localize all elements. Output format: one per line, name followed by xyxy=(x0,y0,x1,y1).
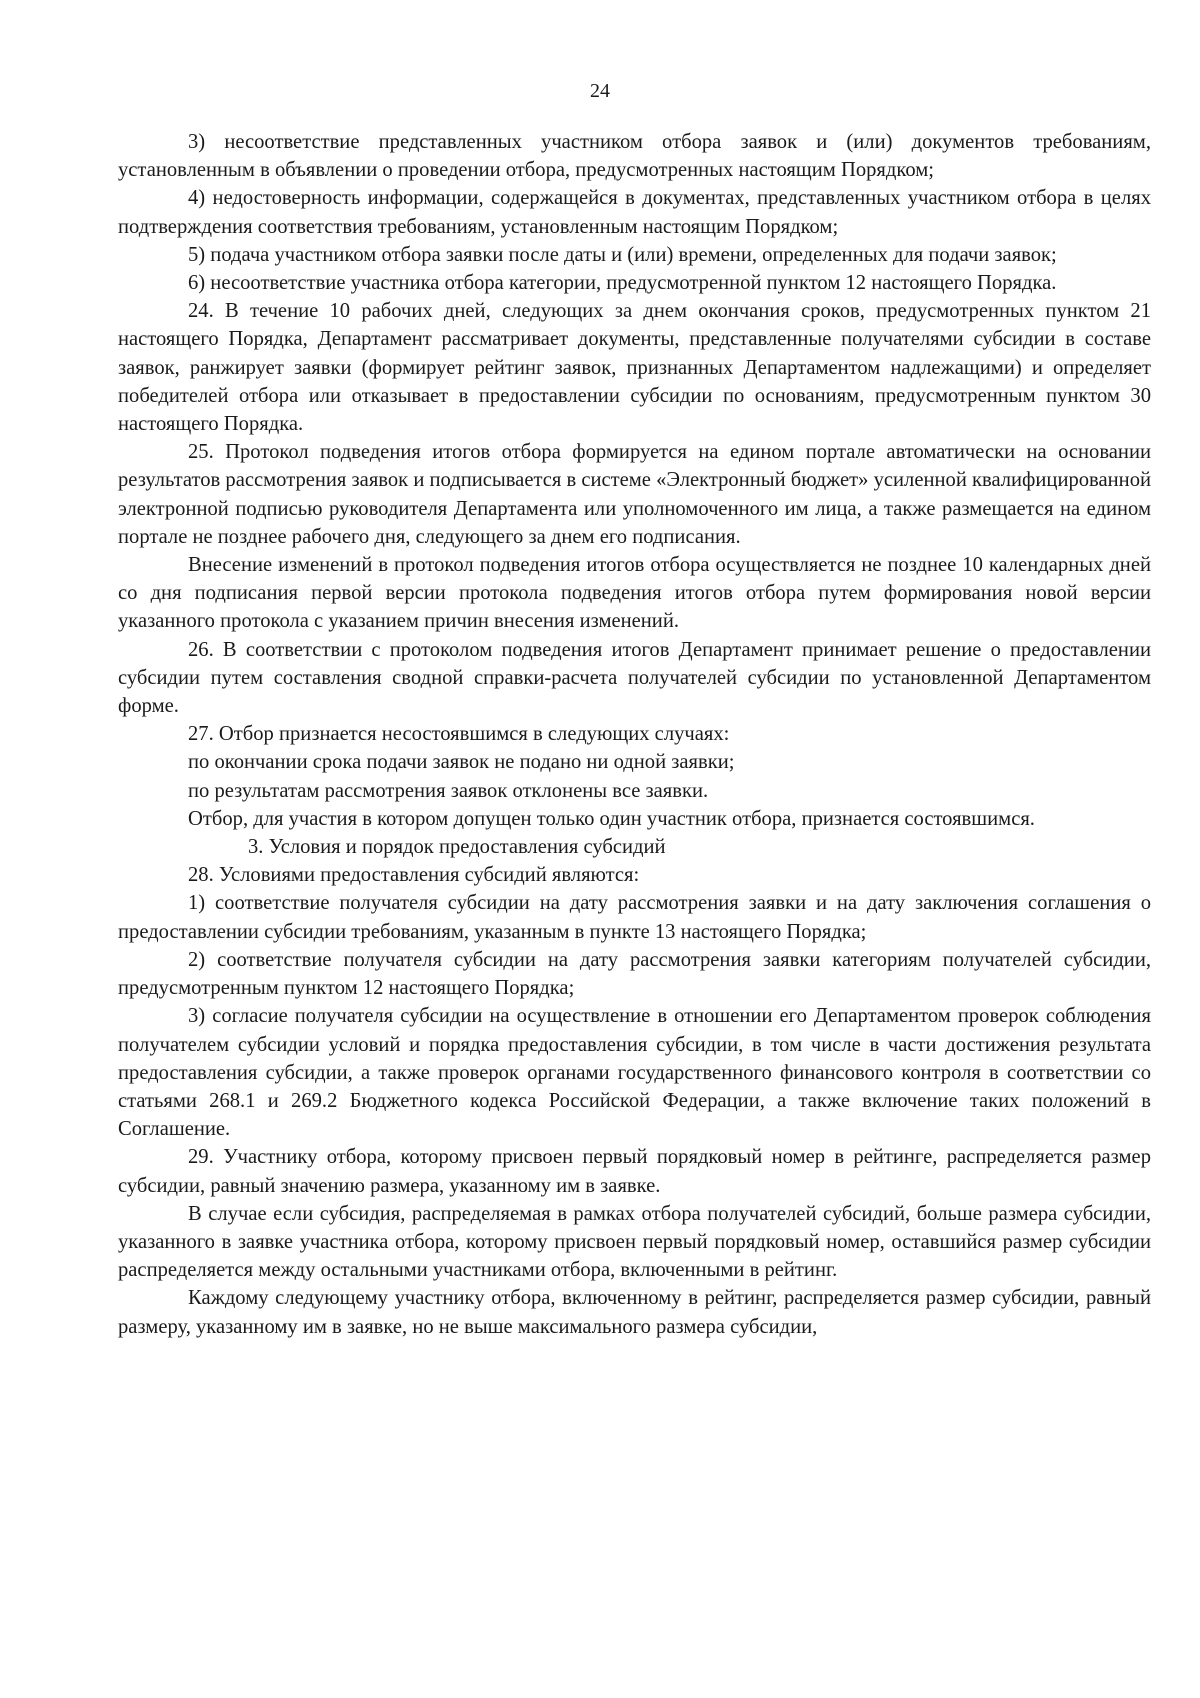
paragraph-clause-24: 24. В течение 10 рабочих дней, следующих за днем окончания сроков, предусмотренных пунктом 21 настоящего Порядка, Департамент рассматривает документы, представленные получателями субсидии в составе заявок, ранжирует заявки (формирует рейтинг заявок, признанных Департаментом надлежащими) и определяет победителей отбора или отказывает в предоставлении субсидии по основаниям, предусмотренным пунктом 30 настоящего Порядка. xyxy=(118,300,1151,436)
paragraph-clause-25: 25. Протокол подведения итогов отбора формируется на едином портале автоматически на основании результатов рассмотрения заявок и подписывается в системе «Электронный бюджет» усиленной квалифицированной электронной подписью руководителя Департамента или уполномоченного им лица, а также размещается на едином портале не позднее рабочего дня, следующего за днем его подписания. xyxy=(118,441,1152,548)
paragraph-item-4-unreliability: 4) недостоверность информации, содержащейся в документах, представленных участником отбора в целях подтверждения соответствия требованиям, установленным настоящим Порядком; xyxy=(118,187,1151,238)
paragraph-clause-27: 27. Отбор признается несостоявшимся в следующих случаях: xyxy=(188,723,730,746)
paragraph-protocol-changes: Внесение изменений в протокол подведения итогов отбора осуществляется не позднее 10 календарных дней со дня подписания первой версии протокола подведения итогов отбора путем формирования новой версии указанного протокола с указанием причин внесения изменений. xyxy=(118,554,1151,633)
paragraph-clause-26: 26. В соответствии с протоколом подведения итогов Департамент принимает решение о предоставлении субсидии путем составления сводной справки-расчета получателей субсидии по установленной Департаментом форме. xyxy=(118,638,1151,718)
paragraph-single-participant: Отбор, для участия в котором допущен только один участник отбора, признается состоявшимся. xyxy=(188,807,1035,830)
paragraph-clause-28: 28. Условиями предоставления субсидий являются: xyxy=(188,864,640,887)
document-body xyxy=(118,128,1151,1341)
paragraph-case-all-rejected: по результатам рассмотрения заявок отклонены все заявки. xyxy=(188,779,709,802)
paragraph-next-participant: Каждому следующему участнику отбора, включенному в рейтинг, распределяется размер субсидии, равный размеру, указанному им в заявке, но не выше максимального размера субсидии, xyxy=(118,1287,1151,1338)
page-number: 24 xyxy=(590,80,610,102)
paragraph-remaining-subsidy: В случае если субсидия, распределяемая в рамках отбора получателей субсидий, больше размера субсидии, указанного в заявке участника отбора, которому присвоен первый порядковый номер, оставшийся размер субсидии распределяется между остальными участниками отбора, включенными в рейтинг. xyxy=(118,1202,1151,1282)
paragraph-item-3-nonconformity: 3) несоответствие представленных участником отбора заявок и (или) документов требованиям, установленным в объявлении о проведении отбора, предусмотренных настоящим Порядком; xyxy=(118,131,1151,182)
section-title: 3. Условия и порядок предоставления субсидий xyxy=(248,836,666,859)
paragraph-condition-3: 3) согласие получателя субсидии на осуществление в отношении его Департаментом проверок соблюдения получателем субсидии условий и порядка предоставления субсидии, в том числе в части достижения результата предоставления субсидии, а также проверок органами государственного финансового контроля в соответствии со статьями 268.1 и 269.2 Бюджетного кодекса Российской Федерации, а также включение таких положений в Соглашение. xyxy=(118,1005,1151,1141)
paragraph-clause-29: 29. Участнику отбора, которому присвоен первый порядковый номер в рейтинге, распределяется размер субсидии, равный значению размера, указанному им в заявке. xyxy=(118,1146,1151,1197)
paragraph-condition-2: 2) соответствие получателя субсидии на дату рассмотрения заявки категориям получателей субсидии, предусмотренным пунктом 12 настоящего Порядка; xyxy=(118,948,1151,1000)
paragraph-item-6-category: 6) несоответствие участника отбора категории, предусмотренной пунктом 12 настоящего Порядка. xyxy=(188,272,1057,295)
paragraph-case-no-applications: по окончании срока подачи заявок не подано ни одной заявки; xyxy=(188,751,735,774)
paragraph-condition-1: 1) соответствие получателя субсидии на дату рассмотрения заявки и на дату заключения соглашения о предоставлении субсидии требованиям, указанным в пункте 13 настоящего Порядка; xyxy=(118,892,1151,943)
paragraph-item-5-late-submission: 5) подача участником отбора заявки после даты и (или) времени, определенных для подачи заявок; xyxy=(188,243,1057,266)
